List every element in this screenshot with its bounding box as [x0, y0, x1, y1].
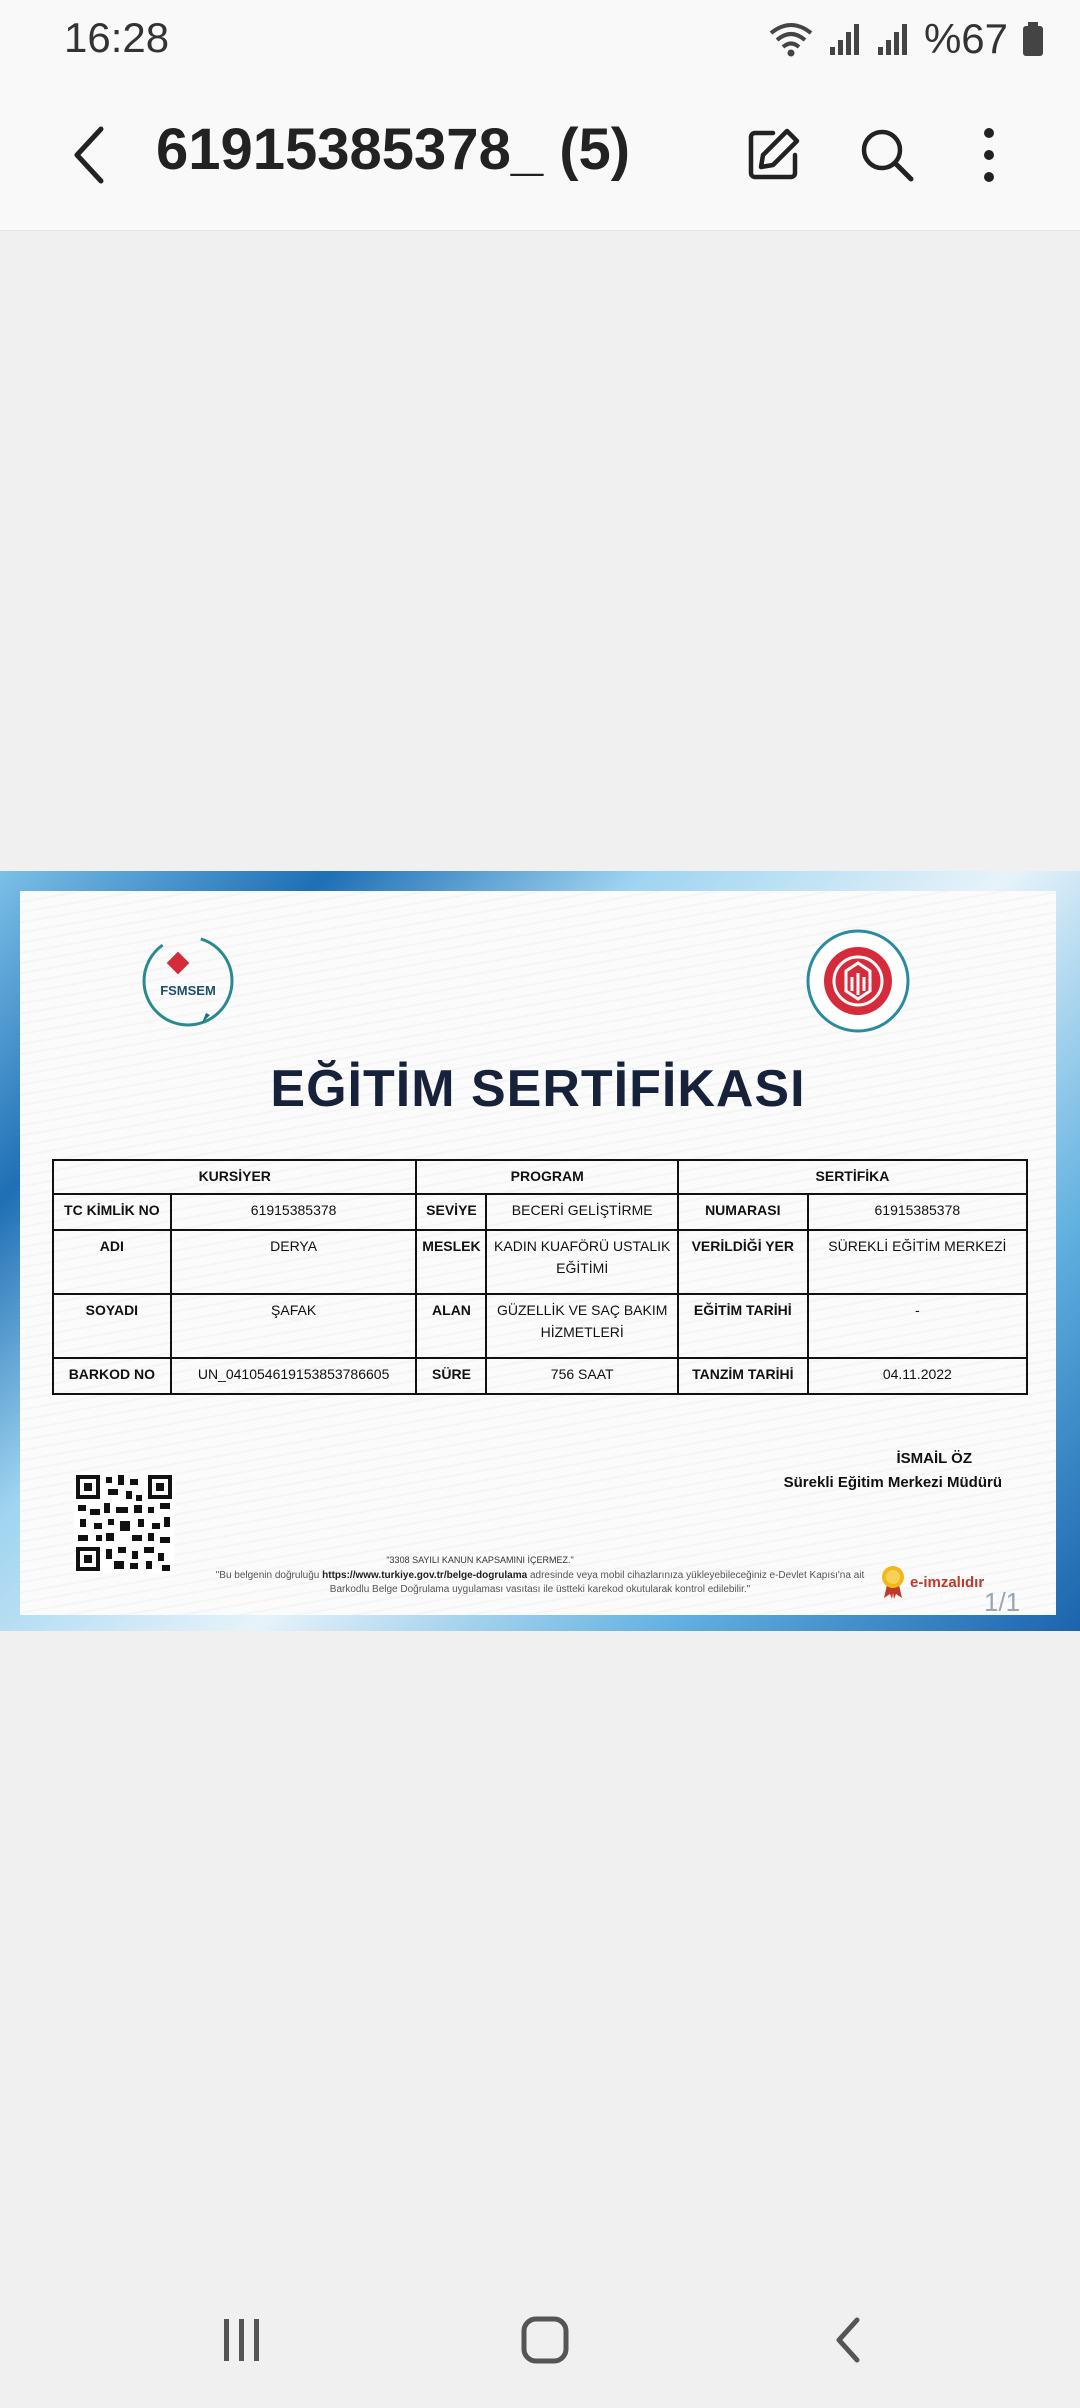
cell-value: KADIN KUAFÖRÜ USTALIK EĞİTİMİ	[486, 1230, 677, 1294]
recent-apps-button[interactable]	[202, 2308, 282, 2372]
fsmsem-logo	[140, 933, 236, 1029]
certificate-title: EĞİTİM SERTİFİKASI	[270, 1060, 806, 1118]
cell-key: SÜRE	[416, 1358, 486, 1394]
verification-post: adresinde veya mobil cihazlarınıza yükleyebileceğiniz e-Devlet Kapısı'na ait Barkodlu Belge Doğrulama uygulaması vasıtası ile üstteki karekod okutularak kontrol edilebilir."	[329, 1570, 865, 1595]
search-button[interactable]	[852, 120, 922, 190]
system-navigation-bar	[0, 2272, 1080, 2408]
cell-value: UN_041054619153853786605	[171, 1358, 417, 1394]
signer-block	[784, 1447, 1002, 1495]
table-row	[53, 1358, 1027, 1394]
more-vertical-icon	[979, 127, 999, 183]
certificate-table	[52, 1159, 1028, 1395]
fsmsem-logo-text: FSMSEM	[160, 983, 216, 998]
back-button[interactable]	[56, 122, 122, 188]
top-app-bar	[0, 80, 1080, 231]
pdf-page[interactable]	[0, 871, 1080, 1631]
cell-value: -	[808, 1294, 1027, 1358]
cell-value: DERYA	[171, 1230, 417, 1294]
cell-key: ALAN	[416, 1294, 486, 1358]
search-icon	[857, 125, 917, 185]
header-sertifika: SERTİFİKA	[678, 1160, 1027, 1194]
edit-icon	[743, 125, 803, 185]
recent-apps-icon	[220, 2317, 264, 2363]
table-row	[53, 1194, 1027, 1230]
nav-back-button[interactable]	[808, 2308, 888, 2372]
header-kursiyer: KURSİYER	[53, 1160, 416, 1194]
cell-key: NUMARASI	[678, 1194, 808, 1230]
qr-code-icon	[74, 1473, 174, 1573]
cell-value: GÜZELLİK VE SAÇ BAKIM HİZMETLERİ	[486, 1294, 677, 1358]
cell-key: TC KİMLİK NO	[53, 1194, 171, 1230]
medal-icon	[880, 1565, 906, 1599]
signal-icon-1	[828, 21, 862, 57]
edit-button[interactable]	[738, 120, 808, 190]
cell-value: BECERİ GELİŞTİRME	[486, 1194, 677, 1230]
cell-value: 756 SAAT	[486, 1358, 677, 1394]
battery-percent: %67	[923, 15, 1008, 62]
document-title: 61915385378_ (5)	[156, 117, 631, 182]
cell-key: ADI	[53, 1230, 171, 1294]
status-icons	[768, 14, 1044, 64]
page-indicator: 1/1	[984, 1587, 1021, 1617]
signal-icon-2	[876, 21, 910, 57]
more-options-button[interactable]	[954, 120, 1024, 190]
cell-key: SOYADI	[53, 1294, 171, 1358]
signer-title: Sürekli Eğitim Merkezi Müdürü	[783, 1474, 1002, 1491]
battery-icon	[1022, 21, 1044, 57]
cell-key: SEVİYE	[416, 1194, 486, 1230]
verification-text	[200, 1569, 880, 1597]
verification-pre: "Bu belgenin doğruluğu	[215, 1570, 323, 1581]
cell-key: BARKOD NO	[53, 1358, 171, 1394]
verification-url: https://www.turkiye.gov.tr/belge-dogrulama	[322, 1570, 528, 1581]
cell-value: SÜREKLİ EĞİTİM MERKEZİ	[808, 1230, 1027, 1294]
certificate	[20, 891, 1056, 1615]
cell-value: 61915385378	[808, 1194, 1027, 1230]
cell-value: 04.11.2022	[808, 1358, 1027, 1394]
wifi-icon	[768, 19, 814, 59]
table-row	[53, 1294, 1027, 1358]
e-signature-label: e-imzalıdır	[910, 1573, 985, 1591]
cell-key: EĞİTİM TARİHİ	[678, 1294, 808, 1358]
status-bar	[0, 0, 1080, 80]
back-arrow-icon	[69, 125, 109, 185]
header-program: PROGRAM	[416, 1160, 677, 1194]
table-row	[53, 1230, 1027, 1294]
law-note: "3308 SAYILI KANUN KAPSAMINI İÇERMEZ."	[386, 1555, 574, 1565]
cell-key: TANZİM TARİHİ	[678, 1358, 808, 1394]
university-seal-logo	[806, 929, 910, 1033]
cell-key: MESLEK	[416, 1230, 486, 1294]
signer-name: İSMAİL ÖZ	[896, 1450, 972, 1467]
cell-value: 61915385378	[171, 1194, 417, 1230]
status-time: 16:28	[64, 14, 170, 61]
cell-key: VERİLDİĞİ YER	[678, 1230, 808, 1294]
pdf-viewer[interactable]	[0, 231, 1080, 2271]
cell-value: ŞAFAK	[171, 1294, 417, 1358]
home-button[interactable]	[505, 2308, 585, 2372]
back-icon	[833, 2316, 863, 2364]
e-signature-badge	[880, 1565, 984, 1599]
home-icon	[520, 2315, 570, 2365]
